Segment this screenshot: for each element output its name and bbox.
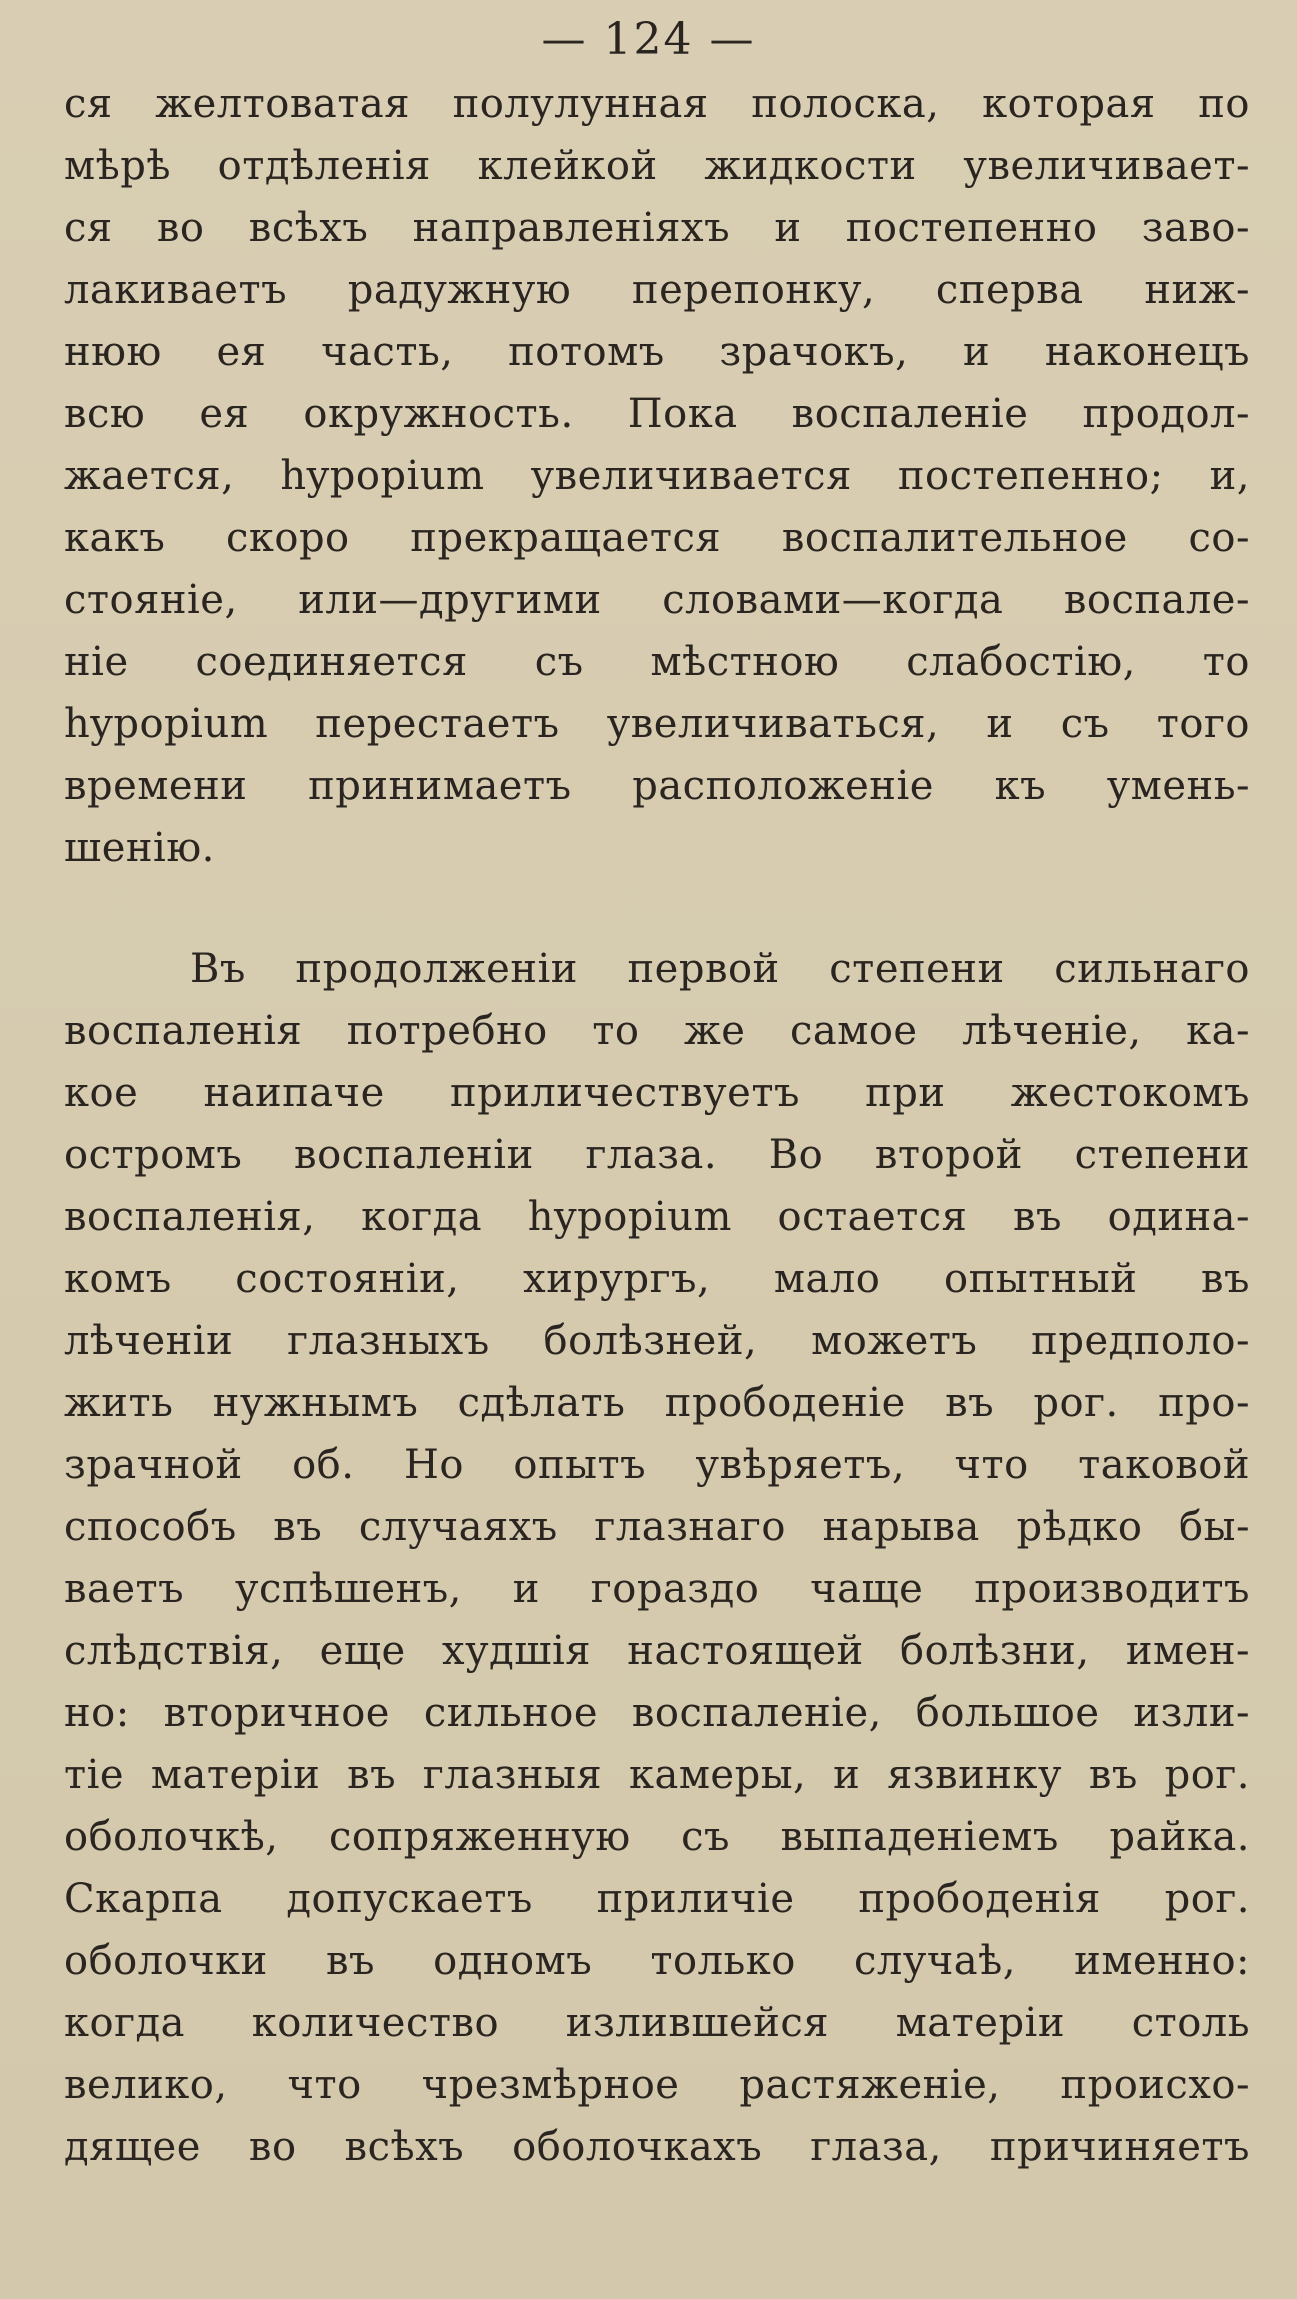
text-line: воспаленія, когда hypopium остается въ одина-	[64, 1194, 1250, 1240]
text-line: hypopium перестаетъ увеличиваться, и съ того	[64, 701, 1250, 747]
text-line: зрачной об. Но опытъ увѣряетъ, что таковой	[64, 1442, 1250, 1488]
text-line: ся желтоватая полулунная полоска, которая по	[64, 81, 1250, 127]
text-line: воспаленія потребно то же самое лѣченіе, ка-	[64, 1008, 1250, 1054]
text-line: лакиваетъ радужную перепонку, сперва ниж-	[64, 267, 1250, 313]
paragraph-1	[64, 73, 1250, 879]
text-line: оболочки въ одномъ только случаѣ, именно:	[64, 1938, 1250, 1984]
text-line: когда количество излившейся матеріи столь	[64, 2000, 1250, 2046]
text-line: комъ состояніи, хирургъ, мало опытный въ	[64, 1256, 1250, 1302]
text-line: мѣрѣ отдѣленія клейкой жидкости увеличивает-	[64, 143, 1250, 189]
text-line: оболочкѣ, сопряженную съ выпаденіемъ райка.	[64, 1814, 1250, 1860]
text-line: тіе матеріи въ глазныя камеры, и язвинку въ рог.	[64, 1752, 1250, 1798]
text-line: ніе соединяется съ мѣстною слабостію, то	[64, 639, 1250, 685]
text-line: лѣченіи глазныхъ болѣзней, можетъ предполо-	[64, 1318, 1250, 1364]
text-line: но: вторичное сильное воспаленіе, большое изли-	[64, 1690, 1250, 1736]
text-line: стояніе, или—другими словами—когда воспале-	[64, 577, 1250, 623]
text-line: времени принимаетъ расположеніе къ умень-	[64, 763, 1250, 809]
text-line: слѣдствія, еще худшія настоящей болѣзни, имен-	[64, 1628, 1250, 1674]
text-line: Скарпа допускаетъ приличіе прободенія рог.	[64, 1876, 1250, 1922]
text-line: какъ скоро прекращается воспалительное со-	[64, 515, 1250, 561]
text-line: способъ въ случаяхъ глазнаго нарыва рѣдко бы-	[64, 1504, 1250, 1550]
text-line: дящее во всѣхъ оболочкахъ глаза, причиняетъ	[64, 2124, 1250, 2170]
text-line: кое наипаче приличествуетъ при жестокомъ	[64, 1070, 1250, 1116]
text-line: велико, что чрезмѣрное растяженіе, происхо-	[64, 2062, 1250, 2108]
text-line: нюю ея часть, потомъ зрачокъ, и наконецъ	[64, 329, 1250, 375]
text-line: шенію.	[64, 825, 215, 871]
text-line: жается, hypopium увеличивается постепенно; и,	[64, 453, 1250, 499]
text-line: всю ея окружность. Пока воспаленіе продол-	[64, 391, 1250, 437]
text-line: ваетъ успѣшенъ, и гораздо чаще производитъ	[64, 1566, 1250, 1612]
text-line: ся во всѣхъ направленіяхъ и постепенно заво-	[64, 205, 1250, 251]
text-line: остромъ воспаленіи глаза. Во второй степени	[64, 1132, 1250, 1178]
paragraph-2	[64, 938, 1250, 2178]
text-line: жить нужнымъ сдѣлать прободеніе въ рог. про-	[64, 1380, 1250, 1426]
page-number: — 124 —	[541, 14, 756, 65]
text-line: Въ продолженіи первой степени сильнаго	[190, 946, 1250, 992]
